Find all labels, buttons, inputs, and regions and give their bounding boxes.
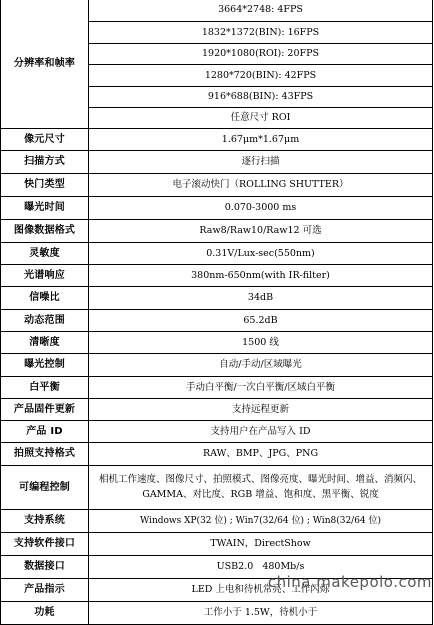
- table-row: [1, 243, 433, 265]
- row-label-white-balance: 白平衡: [1, 377, 89, 399]
- table-row: [1, 197, 433, 220]
- resolution-value-1: 3664*2748: 4FPS: [89, 0, 433, 22]
- row-label-indicator: 产品指示: [1, 579, 89, 602]
- row-label-exposure: 曝光时间: [1, 197, 89, 220]
- row-value-data-format: Raw8/Raw10/Raw12 可选: [89, 220, 433, 243]
- row-value-snr: 34dB: [89, 287, 433, 310]
- row-value-indicator: LED 上电和待机常亮、工作闪烁: [89, 579, 433, 602]
- row-label-software: 支持软件接口: [1, 533, 89, 556]
- row-label-exposure-ctrl: 曝光控制: [1, 354, 89, 377]
- row-label-resolution: 分辨率和帧率: [1, 0, 89, 129]
- row-value-data-iface: USB2.0 480Mb/s: [89, 556, 433, 579]
- table-row: [1, 310, 433, 332]
- table-row: [1, 533, 433, 556]
- row-label-os: 支持系统: [1, 510, 89, 533]
- row-value-software: TWAIN，DirectShow: [89, 533, 433, 556]
- resolution-value-5: 916*688(BIN): 43FPS: [89, 87, 433, 108]
- row-label-firmware: 产品固件更新: [1, 399, 89, 421]
- resolution-value-2: 1832*1372(BIN): 16FPS: [89, 22, 433, 44]
- table-row: [1, 129, 433, 151]
- table-row: [1, 151, 433, 174]
- table-row: [1, 287, 433, 310]
- row-value-exposure: 0.070-3000 ms: [89, 197, 433, 220]
- table-row: [1, 0, 433, 22]
- resolution-value-4: 1280*720(BIN): 42FPS: [89, 65, 433, 87]
- table-row: [1, 354, 433, 377]
- row-value-spectral: 380nm-650nm(with IR-filter): [89, 265, 433, 287]
- row-value-scan-mode: 逐行扫描: [89, 151, 433, 174]
- row-label-data-format: 图像数据格式: [1, 220, 89, 243]
- row-label-sensitivity: 灵敏度: [1, 243, 89, 265]
- row-value-shutter: 电子滚动快门（ROLLING SHUTTER）: [89, 174, 433, 197]
- row-value-os: Windows XP(32 位) ; Win7(32/64 位) ; Win8(32/64 位): [89, 510, 433, 533]
- row-label-programmable: 可编程控制: [1, 466, 89, 510]
- row-value-programmable: 相机工作速度、图像尺寸、拍照模式、图像亮度、曝光时间、增益、消频闪、GAMMA、对比度、RGB 增益、饱和度、黑平衡、锐度: [89, 466, 433, 510]
- row-label-snr: 信噪比: [1, 287, 89, 310]
- row-label-product-id: 产品 ID: [1, 421, 89, 443]
- row-value-sensitivity: 0.31V/Lux-sec(550nm): [89, 243, 433, 265]
- row-label-resolution-lines: 清晰度: [1, 332, 89, 354]
- table-row: [1, 332, 433, 354]
- resolution-value-3: 1920*1080(ROI): 20FPS: [89, 44, 433, 65]
- row-value-power: 工作小于 1.5W，待机小于: [89, 602, 433, 625]
- row-label-shutter: 快门类型: [1, 174, 89, 197]
- row-label-data-iface: 数据接口: [1, 556, 89, 579]
- table-row: [1, 443, 433, 466]
- row-value-white-balance: 手动白平衡/一次白平衡/区域白平衡: [89, 377, 433, 399]
- row-value-dynamic-range: 65.2dB: [89, 310, 433, 332]
- row-value-resolution-lines: 1500 线: [89, 332, 433, 354]
- row-value-capture-format: RAW、BMP、JPG、PNG: [89, 443, 433, 466]
- row-label-pixel-size: 像元尺寸: [1, 129, 89, 151]
- table-row: [1, 466, 433, 510]
- row-value-pixel-size: 1.67μm*1.67μm: [89, 129, 433, 151]
- row-value-exposure-ctrl: 自动/手动/区域曝光: [89, 354, 433, 377]
- table-row: [1, 602, 433, 625]
- row-label-spectral: 光谱响应: [1, 265, 89, 287]
- table-row: [1, 265, 433, 287]
- table-row: [1, 399, 433, 421]
- row-value-firmware: 支持远程更新: [89, 399, 433, 421]
- watermark: china.makepolo.com: [267, 573, 432, 591]
- table-row: [1, 220, 433, 243]
- resolution-value-6: 任意尺寸 ROI: [89, 108, 433, 129]
- table-row: [1, 421, 433, 443]
- row-label-scan-mode: 扫描方式: [1, 151, 89, 174]
- table-row: [1, 377, 433, 399]
- row-label-capture-format: 拍照支持格式: [1, 443, 89, 466]
- row-value-product-id: 支持用户在产品写入 ID: [89, 421, 433, 443]
- table-row: [1, 174, 433, 197]
- table-row: [1, 510, 433, 533]
- row-label-power: 功耗: [1, 602, 89, 625]
- row-label-dynamic-range: 动态范围: [1, 310, 89, 332]
